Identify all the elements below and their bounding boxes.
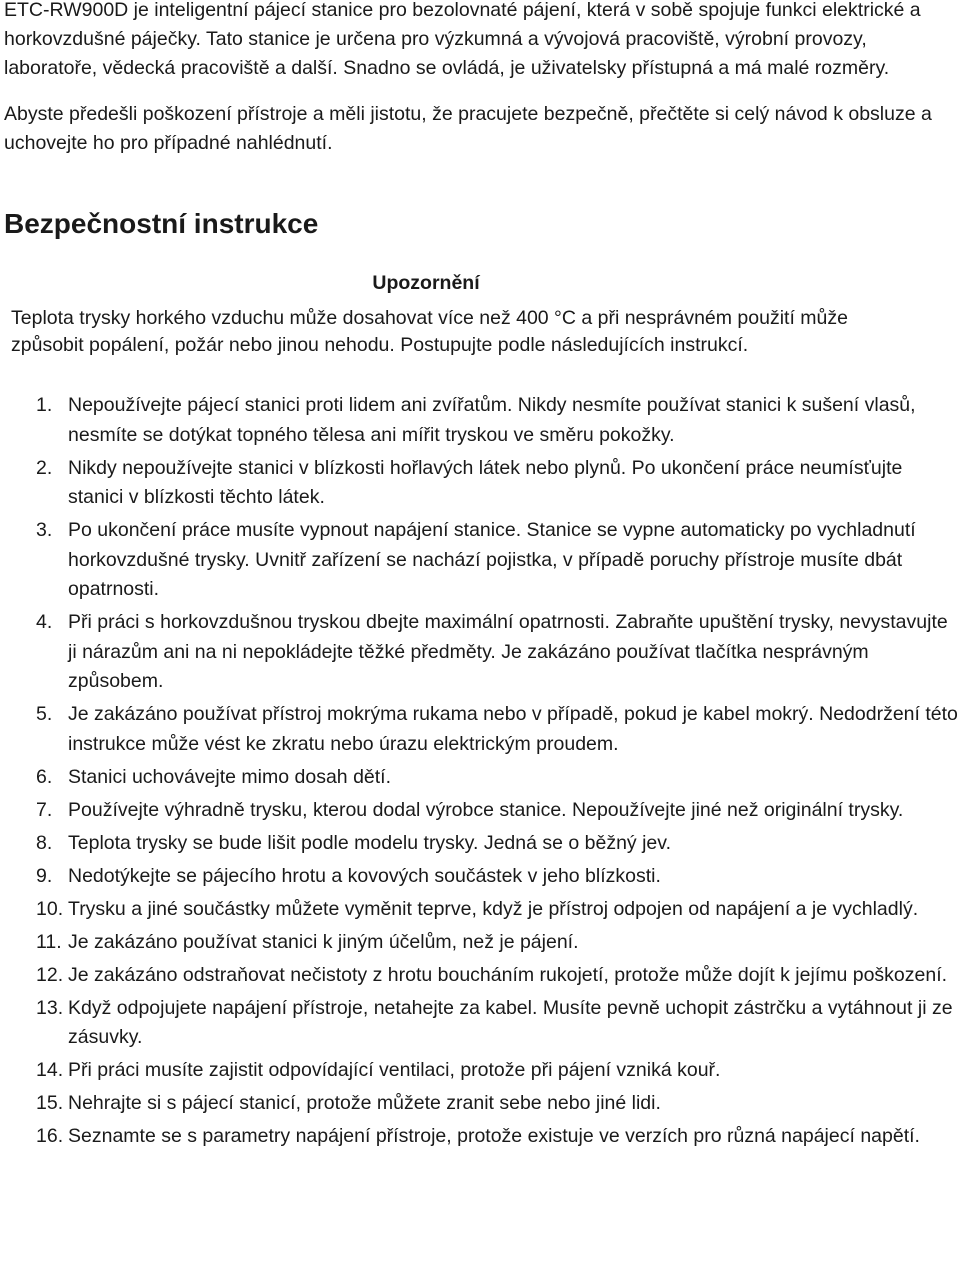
instruction-item (36, 608, 960, 697)
instruction-text: Je zakázáno používat stanici k jiným účelům, než je pájení. (68, 930, 579, 953)
instruction-number: 10. (36, 897, 64, 920)
instruction-item (36, 454, 960, 513)
instruction-number: 1. (36, 394, 53, 416)
instruction-item (36, 1056, 960, 1086)
instruction-number: 13. (36, 996, 64, 1019)
instruction-item (36, 1089, 960, 1119)
instruction-text: Je zakázáno odstraňovat nečistoty z hrotu boucháním rukojetí, protože může dojít k jejímu poškození. (68, 963, 948, 986)
instruction-item (36, 1122, 960, 1152)
intro-section (4, 0, 954, 175)
instruction-number: 2. (36, 456, 53, 479)
instruction-number: 8. (36, 831, 53, 854)
intro-paragraph-description: ETC-RW900D je inteligentní pájecí stanice pro bezolovnaté pájení, která v sobě spojuje funkci elektrické a horkovzdušné páječky. Tato stanice je určena pro výzkumná a vývojová pracoviště, výrobní provozy, laboratoře, vědecká pracoviště a další. Snadno se ovládá, je uživatelsky přístupná a má malé rozměry. (4, 0, 921, 79)
warning-intro: Teplota trysky horkého vzduchu může dosahovat více než 400 °C a při nesprávném použití může způsobit popálení, požár nebo jinou nehodu. Postupujte podle následujících instrukcí. (11, 307, 848, 356)
instruction-number: 3. (36, 519, 53, 541)
instruction-number: 15. (36, 1092, 64, 1114)
instruction-text: Trysku a jiné součástky můžete vyměnit teprve, když je přístroj odpojen od napájení a je vychladlý. (68, 897, 919, 920)
instruction-number: 14. (36, 1059, 64, 1081)
safety-instructions-list (36, 391, 960, 1155)
instruction-item (36, 829, 960, 859)
instruction-text: Při práci musíte zajistit odpovídající ventilaci, protože při pájení vzniká kouř. (68, 1059, 721, 1081)
instruction-text: Stanici uchovávejte mimo dosah dětí. (68, 765, 392, 788)
instruction-item (36, 700, 960, 759)
instruction-text: Když odpojujete napájení přístroje, netahejte za kabel. Musíte pevně uchopit zástrčku a vytáhnout ji ze zásuvky. (68, 996, 953, 1048)
instruction-item (36, 391, 960, 450)
instruction-number: 12. (36, 963, 64, 986)
instruction-text: Je zakázáno používat přístroj mokrýma rukama nebo v případě, pokud je kabel mokrý. Nedodržení této instrukce může vést ke zkratu nebo úrazu elektrickým proudem. (68, 703, 958, 755)
instruction-number: 9. (36, 864, 53, 887)
instruction-item (36, 928, 960, 958)
instruction-item (36, 961, 960, 991)
instruction-item (36, 796, 960, 826)
intro-paragraph-read-manual: Abyste předešli poškození přístroje a měli jistotu, že pracujete bezpečně, přečtěte si celý návod k obsluze a uchovejte ho pro případné nahlédnutí. (4, 103, 932, 154)
instruction-text: Nedotýkejte se pájecího hrotu a kovových součástek v jeho blízkosti. (68, 864, 661, 887)
safety-heading: Bezpečnostní instrukce (4, 208, 319, 239)
instruction-item (36, 994, 960, 1053)
instruction-number: 16. (36, 1125, 64, 1147)
instruction-text: Používejte výhradně trysku, kterou dodal výrobce stanice. Nepoužívejte jiné než originální trysky. (68, 798, 904, 821)
instruction-number: 7. (36, 798, 53, 821)
instruction-text: Nepoužívejte pájecí stanici proti lidem ani zvířatům. Nikdy nesmíte používat stanici k sušení vlasů, nesmíte se dotýkat topného tělesa ani mířit tryskou ve směru pokožky. (68, 394, 916, 446)
instruction-text: Při práci s horkovzdušnou tryskou dbejte maximální opatrnosti. Zabraňte upuštění trysky, nevystavujte ji nárazům ani na ni nepokládejte těžké předměty. Je zakázáno používat tlačítka nesprávným způsobem. (68, 611, 948, 692)
instruction-item (36, 516, 960, 605)
instruction-text: Nikdy nepoužívejte stanici v blízkosti hořlavých látek nebo plynů. Po ukončení práce neumísťujte stanici v blízkosti těchto látek. (68, 456, 903, 508)
instruction-text: Teplota trysky se bude lišit podle modelu trysky. Jedná se o běžný jev. (68, 831, 671, 854)
instruction-text: Nehrajte si s pájecí stanicí, protože můžete zranit sebe nebo jiné lidi. (68, 1092, 661, 1114)
instruction-item (36, 763, 960, 793)
instruction-number: 6. (36, 765, 53, 788)
instruction-text: Po ukončení práce musíte vypnout napájení stanice. Stanice se vypne automaticky po vychladnutí horkovzdušné trysky. Uvnitř zařízení se nachází pojistka, v případě poruchy přístroje musíte dbát opatrnosti. (68, 519, 916, 600)
instruction-number: 11. (36, 930, 62, 953)
warning-title: Upozornění (372, 272, 480, 294)
instruction-number: 5. (36, 703, 53, 725)
instruction-number: 4. (36, 611, 53, 633)
instruction-text: Seznamte se s parametry napájení přístroje, protože existuje ve verzích pro různá napájecí napětí. (68, 1125, 920, 1147)
instruction-item (36, 895, 960, 925)
instruction-item (36, 862, 960, 892)
